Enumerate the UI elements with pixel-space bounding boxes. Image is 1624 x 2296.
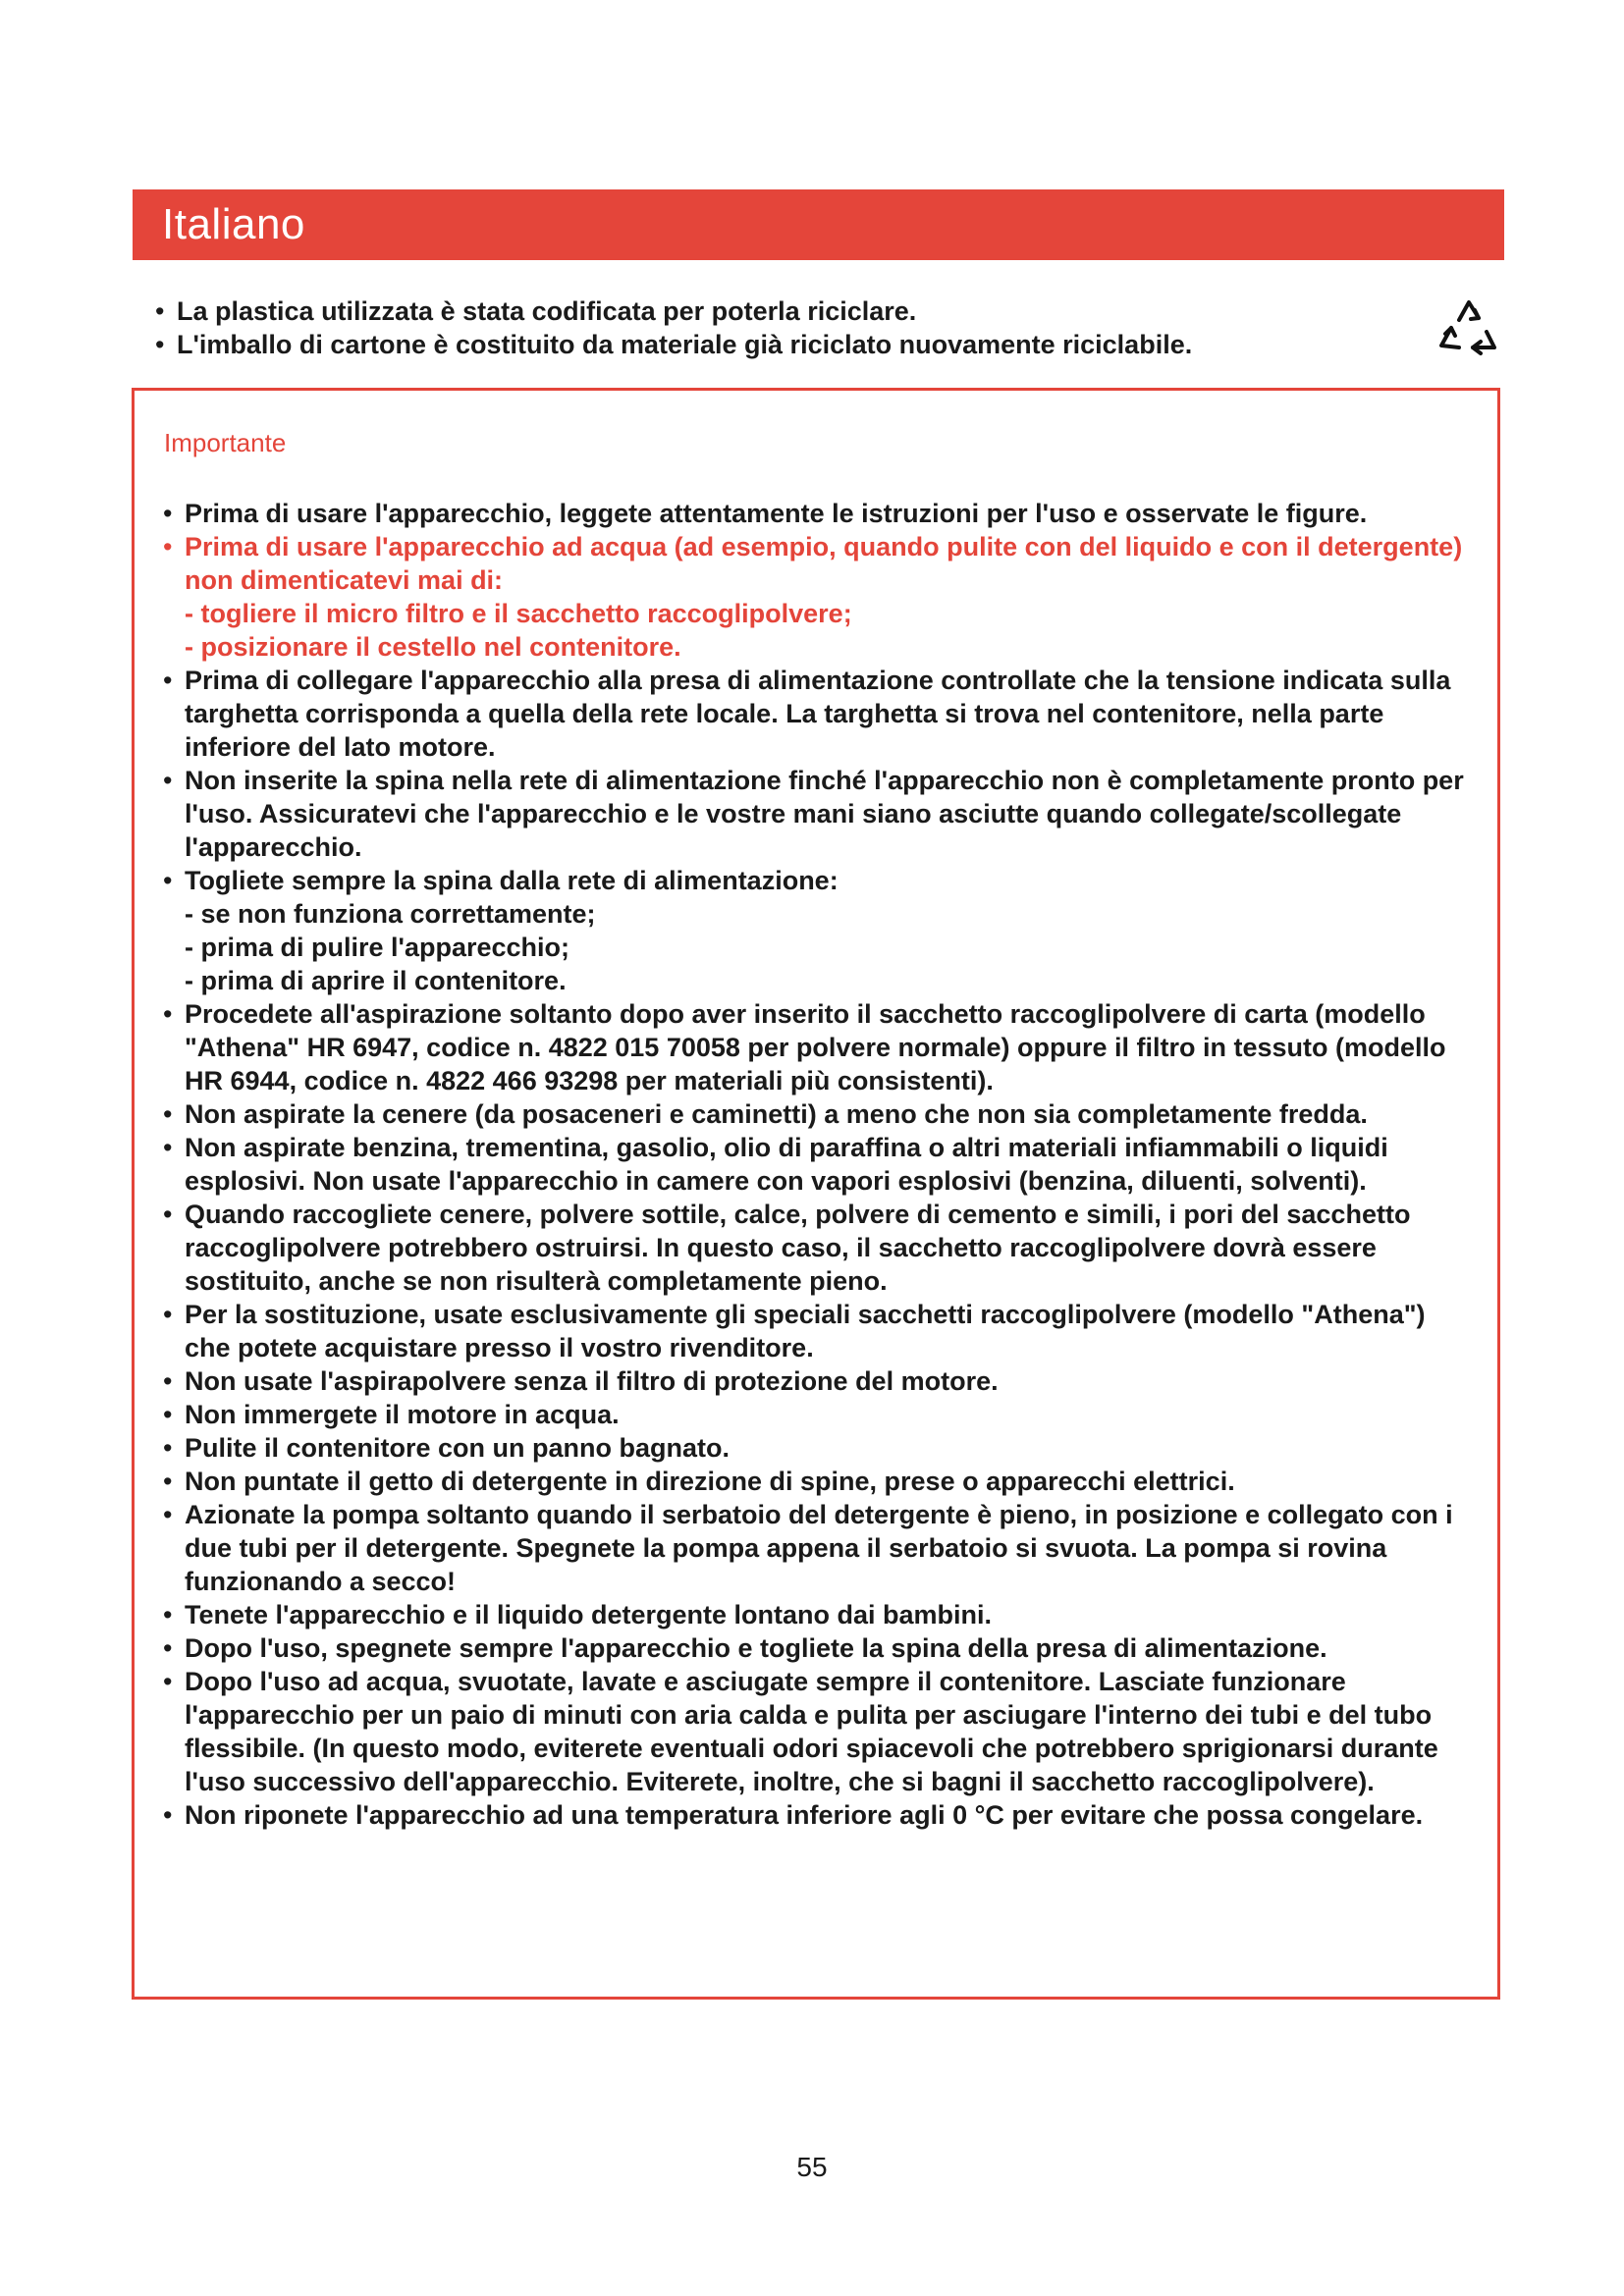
recycling-note: • La plastica utilizzata è stata codificata per poterla riciclare. bbox=[155, 294, 1382, 328]
important-sub-item: - se non funziona correttamente; bbox=[185, 899, 596, 929]
important-item-text: Togliete sempre la spina dalla rete di alimentazione: bbox=[185, 866, 839, 895]
important-sub-item: - posizionare il cestello nel contenitore. bbox=[185, 632, 681, 662]
important-item bbox=[163, 1798, 1474, 1832]
important-item-text: Tenete l'apparecchio e il liquido detergente lontano dai bambini. bbox=[185, 1600, 993, 1629]
important-item-text: Dopo l'uso ad acqua, svuotate, lavate e asciugate sempre il contenitore. Lasciate funzionare l'apparecchio per un paio di minuti con aria calda e pulita per asciugare l'interno dei tubi e del tubo flessibile. (In questo modo, eviterete eventuali odori spiacevoli che potrebbero sprigionarsi durante l'uso successivo dell'apparecchio. Eviterete, inoltre, che si bagni il sacchetto raccoglipolvere). bbox=[185, 1667, 1438, 1796]
important-item-text: Quando raccogliete cenere, polvere sottile, calce, polvere di cemento e simili, i pori del sacchetto raccoglipolvere potrebbero ostruirsi. In questo caso, il sacchetto raccoglipolvere dovrà essere sostituito, anche se non risulterà completamente pieno. bbox=[185, 1200, 1411, 1296]
important-item bbox=[163, 1598, 1474, 1631]
recycle-icon bbox=[1435, 294, 1502, 361]
important-item-text: Non riponete l'apparecchio ad una temperatura inferiore agli 0 °C per evitare che possa congelare. bbox=[185, 1800, 1424, 1830]
important-item bbox=[163, 664, 1474, 764]
important-item-text: Pulite il contenitore con un panno bagnato. bbox=[185, 1433, 731, 1463]
important-sub-item: - prima di pulire l'apparecchio; bbox=[185, 933, 570, 962]
important-item bbox=[163, 1298, 1474, 1364]
important-item bbox=[163, 1131, 1474, 1198]
important-item-text: Non puntate il getto di detergente in direzione di spine, prese o apparecchi elettrici. bbox=[185, 1467, 1235, 1496]
important-item-text: Prima di collegare l'apparecchio alla presa di alimentazione controllate che la tensione indicata sulla targhetta corrisponda a quella della rete locale. La targhetta si trova nel contenitore, nella parte inferiore del lato motore. bbox=[185, 666, 1451, 762]
important-item-text: Prima di usare l'apparecchio ad acqua (ad esempio, quando pulite con del liquido e con il detergente) non dimenticatevi mai di: bbox=[185, 532, 1463, 595]
important-item bbox=[163, 530, 1474, 664]
language-header-bar bbox=[133, 189, 1504, 260]
important-item bbox=[163, 497, 1474, 530]
important-item bbox=[163, 1431, 1474, 1465]
important-item-text: Non aspirate benzina, trementina, gasolio, olio di paraffina o altri materiali infiammabili o liquidi esplosivi. Non usate l'apparecchio in camere con vapori esplosivi (benzina, diluenti, solventi). bbox=[185, 1133, 1388, 1196]
important-item bbox=[163, 1465, 1474, 1498]
important-item-text: Procedete all'aspirazione soltanto dopo aver inserito il sacchetto raccoglipolvere di carta (modello "Athena" HR 6947, codice n. 4822 015 70058 per polvere normale) oppure il filtro in tessuto (modello HR 6944, codice n. 4822 466 93298 per materiali più consistenti). bbox=[185, 999, 1446, 1095]
important-item bbox=[163, 1498, 1474, 1598]
important-sub-item: - togliere il micro filtro e il sacchetto raccoglipolvere; bbox=[185, 599, 852, 628]
recycling-note: • L'imballo di cartone è costituito da materiale già riciclato nuovamente riciclabile. bbox=[155, 328, 1382, 361]
important-heading: Importante bbox=[164, 428, 287, 457]
page-number: 55 bbox=[796, 2152, 828, 2182]
important-item bbox=[163, 1364, 1474, 1398]
important-item bbox=[163, 1631, 1474, 1665]
important-item bbox=[163, 864, 1474, 997]
important-sub-item: - prima di aprire il contenitore. bbox=[185, 966, 567, 995]
important-box bbox=[132, 388, 1500, 2000]
language-title: Italiano bbox=[162, 200, 305, 248]
important-item-text: Azionate la pompa soltanto quando il serbatoio del detergente è pieno, in posizione e collegato con i due tubi per il detergente. Spegnete la pompa appena il serbatoio si svuota. La pompa si rovina funzionando a secco! bbox=[185, 1500, 1453, 1596]
important-item-text: Dopo l'uso, spegnete sempre l'apparecchio e togliete la spina della presa di alimentazione. bbox=[185, 1633, 1327, 1663]
important-list bbox=[163, 497, 1474, 1832]
important-item-text: Non immergete il motore in acqua. bbox=[185, 1400, 620, 1429]
important-item-text: Prima di usare l'apparecchio, leggete attentamente le istruzioni per l'uso e osservate le figure. bbox=[185, 499, 1368, 528]
important-item-text: Per la sostituzione, usate esclusivamente gli speciali sacchetti raccoglipolvere (modello "Athena") che potete acquistare presso il vostro rivenditore. bbox=[185, 1300, 1426, 1362]
important-item bbox=[163, 1097, 1474, 1131]
important-item bbox=[163, 1398, 1474, 1431]
recycling-notes bbox=[155, 294, 1382, 361]
important-item bbox=[163, 997, 1474, 1097]
important-item-text: Non aspirate la cenere (da posaceneri e caminetti) a meno che non sia completamente fredda. bbox=[185, 1099, 1368, 1129]
important-item-text: Non usate l'aspirapolvere senza il filtro di protezione del motore. bbox=[185, 1366, 999, 1396]
important-item-text: Non inserite la spina nella rete di alimentazione finché l'apparecchio non è completamente pronto per l'uso. Assicuratevi che l'apparecchio e le vostre mani siano asciutte quando collegate/scollegate l'apparecchio. bbox=[185, 766, 1464, 862]
important-item bbox=[163, 1665, 1474, 1798]
important-item bbox=[163, 1198, 1474, 1298]
important-item bbox=[163, 764, 1474, 864]
